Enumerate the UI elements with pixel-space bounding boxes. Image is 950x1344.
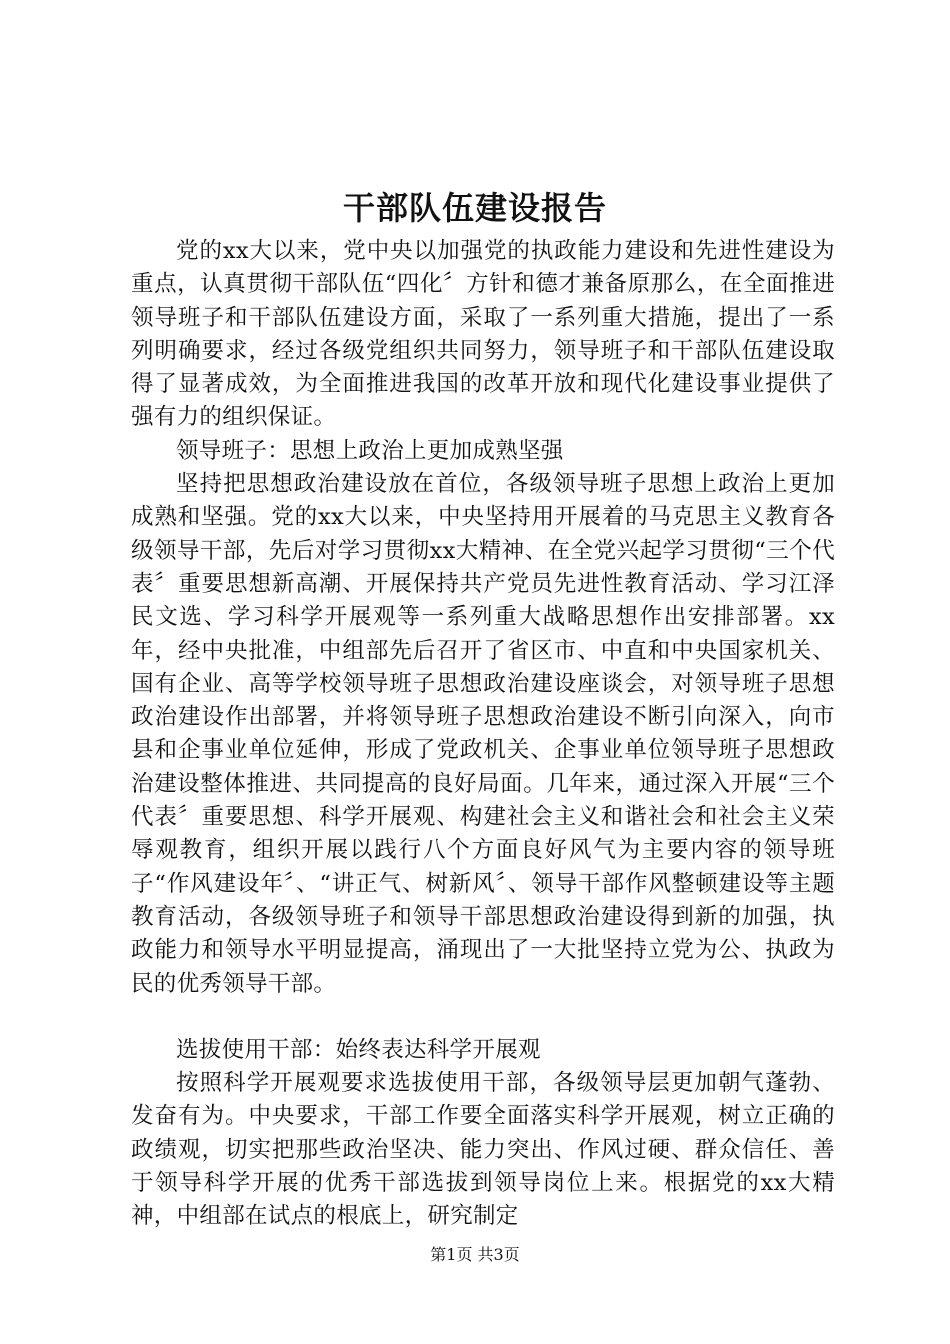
- paragraph-selection: 按照科学开展观要求选拔使用干部，各级领导层更加朝气蓬勃、发奋有为。中央要求，干部工作要全面落实科学开展观，树立正确的政绩观，切实把那些政治坚决、能力突出、作风过硬、群众信任、善于领导科学开展的优秀干部选拔到领导岗位上来。根据党的xx大精神，中组部在试点的根底上，研究制定: [131, 1070, 835, 1230]
- page-footer: 第1页 共3页: [430, 1245, 520, 1264]
- document-body: [131, 235, 835, 1234]
- document-title: 干部队伍建设报告: [342, 189, 607, 227]
- section-heading-selection: 选拔使用干部：始终表达科学开展观: [176, 1036, 541, 1063]
- paragraph-intro: 党的xx大以来，党中央以加强党的执政能力建设和先进性建设为重点，认真贯彻干部队伍“四化〞方针和德才兼备原那么，在全面推进领导班子和干部队伍建设方面，采取了一系列重大措施，提出了一系列明确要求，经过各级党组织共同努力，领导班子和干部队伍建设取得了显著成效，为全面推进我国的改革开放和现代化建设事业提供了强有力的组织保证。: [131, 238, 835, 431]
- section-heading-leadership: 领导班子：思想上政治上更加成熟坚强: [176, 437, 564, 464]
- paragraph-leadership: 坚持把思想政治建设放在首位，各级领导班子思想上政治上更加成熟和坚强。党的xx大以来，中央坚持用开展着的马克思主义教育各级领导干部，先后对学习贯彻xx大精神、在全党兴起学习贯彻“三个代表〞重要思想新高潮、开展保持共产党员先进性教育活动、学习江泽民文选、学习科学开展观等一系列重大战略思想作出安排部署。xx年，经中央批准，中组部先后召开了省区市、中直和中央国家机关、国有企业、高等学校领导班子思想政治建设座谈会，对领导班子思想政治建设作出部署，并将领导班子思想政治建设不断引向深入，向市县和企事业单位延伸，形成了党政机关、企事业单位领导班子思想政治建设整体推进、共同提高的良好局面。几年来，通过深入开展“三个代表〞重要思想、科学开展观、构建社会主义和谐社会和社会主义荣辱观教育，组织开展以践行八个方面良好风气为主要内容的领导班子“作风建设年〞、“讲正气、树新风〞、领导干部作风整顿建设等主题教育活动，各级领导班子和领导干部思想政治建设得到新的加强，执政能力和领导水平明显提高，涌现出了一大批坚持立党为公、执政为民的优秀领导干部。: [131, 471, 835, 997]
